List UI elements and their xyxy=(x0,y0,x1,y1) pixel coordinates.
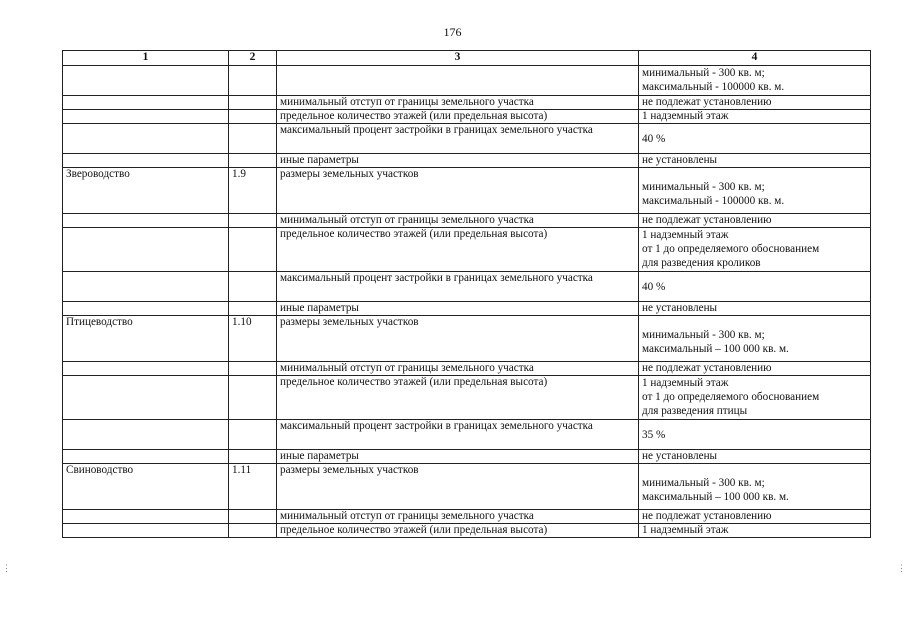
parameter-value-line: 1 надземный этаж xyxy=(642,377,729,389)
parameter-value-line: от 1 до определяемого обоснованием xyxy=(642,243,820,255)
table-body xyxy=(63,66,871,538)
header-row xyxy=(63,51,871,66)
parameter-value-cell xyxy=(639,302,871,316)
activity-name-cell xyxy=(63,450,229,464)
activity-code-cell xyxy=(229,450,277,464)
parameter-name-cell: минимальный отступ от границы земельного участка xyxy=(277,510,639,524)
activity-code-cell xyxy=(229,420,277,450)
table-row xyxy=(63,66,871,96)
parameter-value-line: для разведения птицы xyxy=(642,405,748,417)
parameter-value-line: минимальный - 300 кв. м; xyxy=(642,181,765,193)
parameter-value-line: не подлежат установлению xyxy=(642,510,772,522)
parameter-name-cell: предельное количество этажей (или предельная высота) xyxy=(277,228,639,272)
parameter-value-line: 40 % xyxy=(642,281,666,293)
parameter-name-cell: минимальный отступ от границы земельного участка xyxy=(277,214,639,228)
table-row xyxy=(63,168,871,214)
table-row xyxy=(63,228,871,272)
table-row xyxy=(63,154,871,168)
header-col-2: 2 xyxy=(229,51,277,66)
activity-name-cell: Свиноводство xyxy=(63,464,229,510)
parameter-name-cell: предельное количество этажей (или предельная высота) xyxy=(277,110,639,124)
parameter-value-line: для разведения кроликов xyxy=(642,257,761,269)
parameter-value-line: 1 надземный этаж xyxy=(642,229,729,241)
table-row xyxy=(63,376,871,420)
parameter-value-line: не подлежат установлению xyxy=(642,362,772,374)
activity-code-cell xyxy=(229,124,277,154)
activity-name-cell: Птицеводство xyxy=(63,316,229,362)
parameter-value-line: минимальный - 300 кв. м; xyxy=(642,329,765,341)
activity-name-cell xyxy=(63,110,229,124)
parameter-value-line: не установлены xyxy=(642,154,718,166)
parameter-name-cell: размеры земельных участков xyxy=(277,168,639,214)
parameter-value-cell xyxy=(639,524,871,538)
activity-code-cell: 1.11 xyxy=(229,464,277,510)
parameter-value-line: максимальный – 100 000 кв. м. xyxy=(642,491,789,503)
activity-code-cell xyxy=(229,96,277,110)
header-col-4: 4 xyxy=(639,51,871,66)
parameter-value-cell xyxy=(639,66,871,96)
table-row xyxy=(63,450,871,464)
header-col-1: 1 xyxy=(63,51,229,66)
parameter-value-line: 35 % xyxy=(642,429,666,441)
parameter-value-line: от 1 до определяемого обоснованием xyxy=(642,391,820,403)
activity-code-cell xyxy=(229,228,277,272)
activity-code-cell xyxy=(229,510,277,524)
activity-code-cell xyxy=(229,66,277,96)
parameter-value-line: 1 надземный этаж xyxy=(642,524,729,536)
parameter-name-cell: иные параметры xyxy=(277,450,639,464)
activity-code-cell xyxy=(229,214,277,228)
table-row xyxy=(63,124,871,154)
parameter-value-cell xyxy=(639,96,871,110)
page-number: 176 xyxy=(443,25,462,39)
table-row xyxy=(63,316,871,362)
parameter-value-line: максимальный - 100000 кв. м. xyxy=(642,195,785,207)
activity-name-cell xyxy=(63,66,229,96)
regulations-table xyxy=(62,50,871,538)
table-row xyxy=(63,214,871,228)
activity-code-cell xyxy=(229,302,277,316)
activity-name-cell xyxy=(63,124,229,154)
parameter-value-line: 40 % xyxy=(642,133,666,145)
activity-code-cell xyxy=(229,362,277,376)
parameter-name-cell: иные параметры xyxy=(277,154,639,168)
parameter-value-line: не установлены xyxy=(642,450,718,462)
activity-code-cell xyxy=(229,154,277,168)
parameter-value-line: 1 надземный этаж xyxy=(642,110,729,122)
activity-code-cell xyxy=(229,376,277,420)
activity-name-cell xyxy=(63,228,229,272)
activity-code-cell: 1.9 xyxy=(229,168,277,214)
activity-name-cell xyxy=(63,302,229,316)
parameter-name-cell: минимальный отступ от границы земельного участка xyxy=(277,96,639,110)
activity-name-cell xyxy=(63,510,229,524)
parameter-value-cell xyxy=(639,450,871,464)
activity-code-cell xyxy=(229,110,277,124)
table-row xyxy=(63,110,871,124)
parameter-value-cell xyxy=(639,154,871,168)
activity-name-cell xyxy=(63,214,229,228)
parameter-name-cell: максимальный процент застройки в границах земельного участка xyxy=(277,124,639,154)
activity-code-cell: 1.10 xyxy=(229,316,277,362)
activity-name-cell xyxy=(63,524,229,538)
activity-name-cell xyxy=(63,362,229,376)
activity-name-cell xyxy=(63,154,229,168)
table-row xyxy=(63,464,871,510)
activity-name-cell xyxy=(63,376,229,420)
parameter-value-cell xyxy=(639,420,871,450)
activity-code-cell xyxy=(229,272,277,302)
parameter-value-cell xyxy=(639,110,871,124)
parameter-value-cell xyxy=(639,316,871,362)
activity-name-cell xyxy=(63,420,229,450)
parameter-name-cell: размеры земельных участков xyxy=(277,464,639,510)
margin-mark-right: ⋮ xyxy=(897,563,906,573)
table-row xyxy=(63,524,871,538)
parameter-name-cell: предельное количество этажей (или предельная высота) xyxy=(277,524,639,538)
parameter-value-cell xyxy=(639,124,871,154)
margin-mark-left: ⋮ xyxy=(2,563,11,573)
table-row xyxy=(63,96,871,110)
parameter-value-cell xyxy=(639,228,871,272)
parameter-value-cell xyxy=(639,464,871,510)
parameter-name-cell: максимальный процент застройки в границах земельного участка xyxy=(277,272,639,302)
parameter-value-cell xyxy=(639,362,871,376)
activity-name-cell xyxy=(63,96,229,110)
parameter-value-cell xyxy=(639,376,871,420)
table-row xyxy=(63,510,871,524)
parameter-value-line: не подлежат установлению xyxy=(642,96,772,108)
parameter-value-line: минимальный - 300 кв. м; xyxy=(642,67,765,79)
parameter-name-cell: максимальный процент застройки в границах земельного участка xyxy=(277,420,639,450)
parameter-value-cell xyxy=(639,168,871,214)
parameter-name-cell: иные параметры xyxy=(277,302,639,316)
parameter-value-cell xyxy=(639,272,871,302)
parameter-value-line: максимальный - 100000 кв. м. xyxy=(642,81,785,93)
table-row xyxy=(63,272,871,302)
parameter-value-line: минимальный - 300 кв. м; xyxy=(642,477,765,489)
parameter-value-line: максимальный – 100 000 кв. м. xyxy=(642,343,789,355)
parameter-value-line: не установлены xyxy=(642,302,718,314)
activity-name-cell xyxy=(63,272,229,302)
parameter-name-cell: предельное количество этажей (или предельная высота) xyxy=(277,376,639,420)
parameter-value-cell xyxy=(639,510,871,524)
parameter-value-line: не подлежат установлению xyxy=(642,214,772,226)
activity-name-cell: Звероводство xyxy=(63,168,229,214)
parameter-name-cell: минимальный отступ от границы земельного участка xyxy=(277,362,639,376)
parameter-value-cell xyxy=(639,214,871,228)
table-row xyxy=(63,302,871,316)
table-row xyxy=(63,362,871,376)
table-row xyxy=(63,420,871,450)
header-col-3: 3 xyxy=(277,51,639,66)
parameter-name-cell: размеры земельных участков xyxy=(277,316,639,362)
activity-code-cell xyxy=(229,524,277,538)
parameter-name-cell xyxy=(277,66,639,96)
